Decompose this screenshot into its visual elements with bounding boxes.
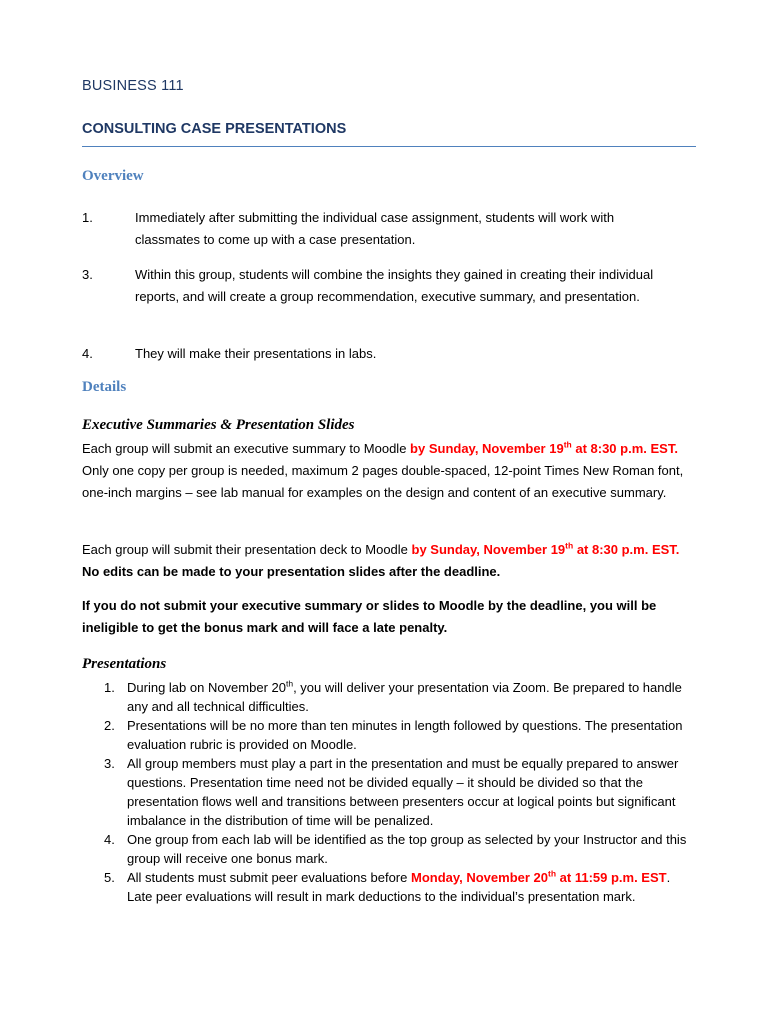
overview-item-number: 4. [82,346,93,361]
list-item: 3. All group members must play a part in the presentation and must be equally prepared to answer questions. Presentation time need not be divided equally – it should be divided so that the presentation flows well and transitions between presenters occur at logical points but significant imbalance in the distribution of time will be penalized. [104,756,679,828]
title-rule [82,146,696,147]
list-item: 1. During lab on November 20th, you will deliver your presentation via Zoom. Be prepared to handle any and all technical difficulties. [104,678,682,714]
list-item: 2. Presentations will be no more than ten minutes in length followed by questions. The presentation evaluation rubric is provided on Moodle. [104,718,683,752]
overview-item-text: Within this group, students will combine the insights they gained in creating their individual reports, and will create a group recommendation, executive summary, and presentation. [135,267,654,304]
late-penalty-warning: If you do not submit your executive summary or slides to Moodle by the deadline, you will be ineligible to get the bonus mark and will face a late penalty. [82,598,657,635]
overview-item-number: 1. [82,210,93,225]
document-title: CONSULTING CASE PRESENTATIONS [82,121,347,137]
presentations-list [82,678,688,906]
details-heading: Details [82,379,127,395]
deadline-text: by Sunday, November 19th at 8:30 p.m. EST. [411,540,680,557]
overview-item-number: 3. [82,267,93,282]
executive-summaries-heading: Executive Summaries & Presentation Slides [82,417,355,433]
deadline-text: Monday, November 20th at 11:59 p.m. EST [410,868,667,885]
overview-heading: Overview [82,168,144,184]
overview-item-text: They will make their presentations in labs. [135,346,377,361]
list-item: 5. All students must submit peer evaluations before Monday, November 20th at 11:59 p.m. EST. Late peer evaluations will result in mark deductions to the individual’s presentation mark. [104,868,671,904]
list-item: 4. One group from each lab will be identified as the top group as selected by your Instructor and this group will receive one bonus mark. [104,832,687,866]
presentations-heading: Presentations [82,656,167,672]
deadline-text: by Sunday, November 19th at 8:30 p.m. EST. [410,439,678,456]
overview-item-text: Immediately after submitting the individual case assignment, students will work with classmates to come up with a case presentation. [135,210,615,247]
course-code: BUSINESS 111 [82,78,184,94]
executive-summary-paragraph: Each group will submit an executive summary to Moodle by Sunday, November 19th at 8:30 p.m. EST. Only one copy per group is needed, maximum 2 pages double-spaced, 12-point Times New Roman font, one-inch margins – see lab manual for examples on the design and content of an executive summary. [82,439,684,500]
presentation-deck-paragraph: Each group will submit their presentation deck to Moodle by Sunday, November 19th at 8:30 p.m. EST. No edits can be made to your presentation slides after the deadline. [82,540,680,579]
